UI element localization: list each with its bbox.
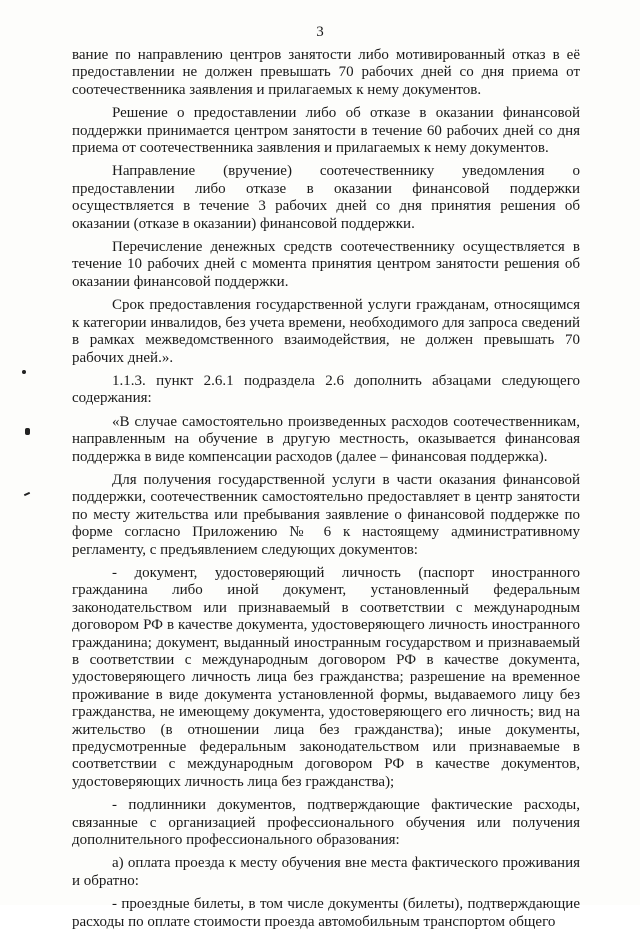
paragraph-amendment-1-1-3: 1.1.3. пункт 2.6.1 подраздела 2.6 дополнить абзацами следующего содержания:: [72, 372, 580, 407]
list-item-expense-originals: - подлинники документов, подтверждающие фактические расходы, связанные с организацией профессионального обучения или получения дополнительного профессионального образования:: [72, 797, 580, 849]
scan-speck: [25, 428, 30, 435]
list-item-travel-payment: а) оплата проезда к месту обучения вне места фактического проживания и обратно:: [72, 855, 580, 889]
page-number: 3: [316, 24, 324, 40]
scan-speck: [24, 492, 30, 496]
paragraph-application: Для получения государственной услуги в части оказания финансовой поддержки, соотечественник самостоятельно предоставляет в центр занятости по месту жительства или пребывания заявление о финансовой поддержке по форме согласно Приложению № 6 к настоящему административному регламенту, с предъявлением следующих документов:: [72, 471, 580, 558]
paragraph-disabled-term: Срок предоставления государственной услуги гражданам, относящимся к категории инвалидов, без учета времени, необходимого для запроса сведений в рамках межведомственного взаимодействия, не должен превышать 70 рабочих дней.».: [72, 297, 580, 366]
paragraph-self-expenses: «В случае самостоятельно произведенных расходов соотечественникам, направленным на обучение в другую местность, оказывается финансовая поддержка в виде компенсации расходов (далее – финансовая поддержка).: [72, 413, 580, 465]
list-item-tickets: - проездные билеты, в том числе документы (билеты), подтверждающие расходы по оплате стоимости проезда автомобильным транспортом общего: [72, 896, 580, 930]
document-body: [72, 47, 580, 937]
paragraph-continuation: вание по направлению центров занятости либо мотивированный отказ в её предоставлении не должен превышать 70 рабочих дней со дня приема от соотечественника заявления и прилагаемых к нему документов.: [72, 47, 580, 98]
scan-speck: [22, 370, 26, 374]
paragraph-funds-transfer: Перечисление денежных средств соотечественнику осуществляется в течение 10 рабочих дней с момента принятия центром занятости решения об оказании финансовой поддержки.: [72, 239, 580, 290]
paragraph-notification: Направление (вручение) соотечественнику уведомления о предоставлении либо отказе в оказании финансовой поддержки осуществляется в течение 3 рабочих дней со дня принятия решения об оказании (отказе в оказании) финансовой поддержки.: [72, 163, 580, 232]
paragraph-decision-deadline: Решение о предоставлении либо об отказе в оказании финансовой поддержки принимается центром занятости в течение 60 рабочих дней со дня приема от соотечественника заявления и прилагаемых к нему документов.: [72, 105, 580, 157]
list-item-identity-document: - документ, удостоверяющий личность (паспорт иностранного гражданина либо иной документ, установленный федеральным законодательством или признаваемый в соответствии с международным договором РФ в качестве документа, удостоверяющего личность иностранного гражданина; документ, выданный иностранным государством и признаваемый в соответствии с международным договором РФ в качестве документа, удостоверяющего личность лица без гражданства; разрешение на временное проживание в виде документа установленной формы, выдаваемого лицу без гражданства, не имеющему документа, удостоверяющего его личность; вид на жительство (в отношении лица без гражданства); иные документы, предусмотренные федеральным законодательством или признаваемые в соответствии с международным договором РФ в качестве документов, удостоверяющих личность лица без гражданства);: [72, 564, 580, 790]
